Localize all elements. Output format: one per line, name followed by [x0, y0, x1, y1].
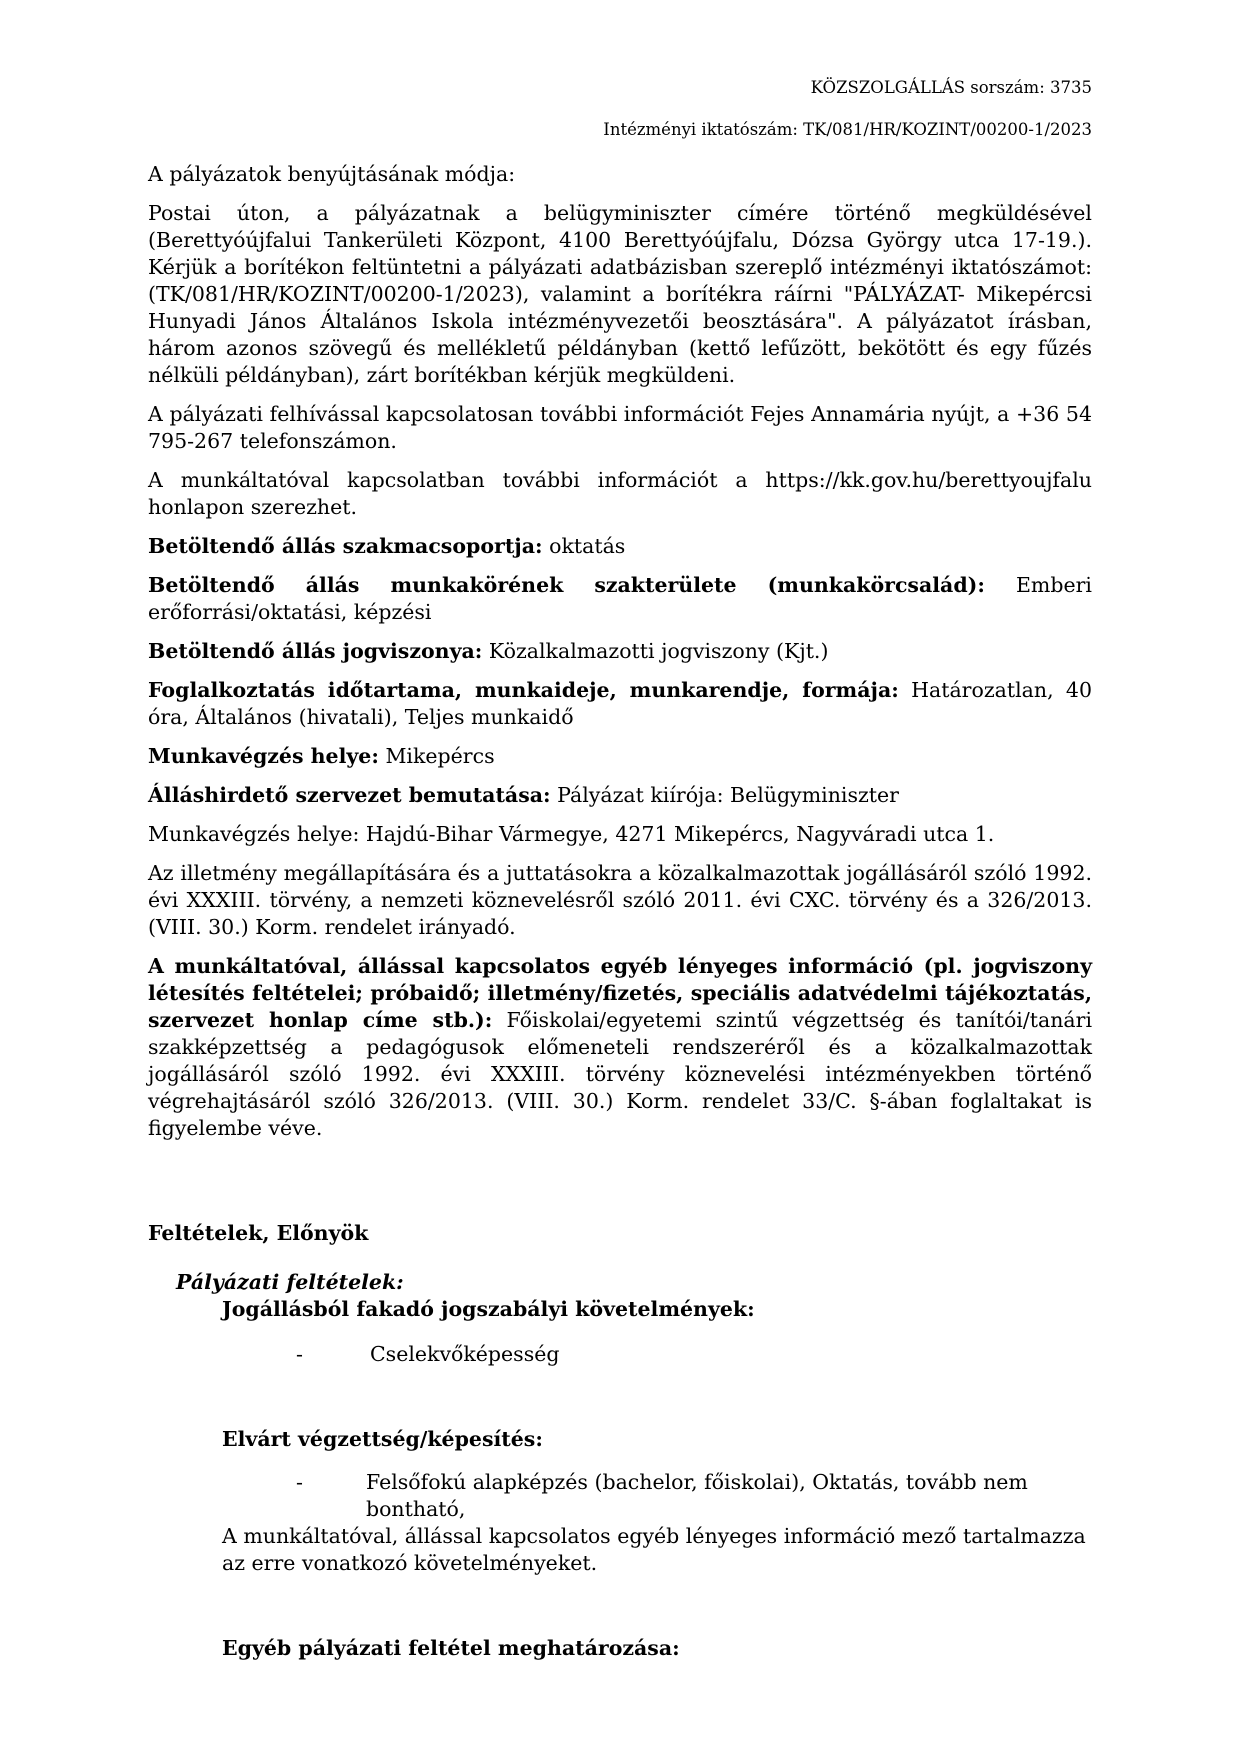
list-item-text: Cselekvőképesség	[370, 1342, 560, 1366]
contact-paragraph: A pályázati felhívással kapcsolatosan további információt Fejes Annamária nyújt, a +36 54 795-267 telefonszámon.	[148, 402, 1092, 453]
field-working-time	[148, 677, 1092, 731]
field-job-area: Betöltendő állás munkakörének szakterülete (munkakörcsalád): Emberi erőforrási/oktatási, képzési	[148, 573, 1092, 624]
field-value: Határozatlan, 40 óra, Általános (hivatali), Teljes munkaidő	[148, 678, 1092, 729]
website-paragraph: A munkáltatóval kapcsolatban további információt a https://kk.gov.hu/berettyoujfalu honlapon szerezhet.	[148, 468, 1092, 519]
education-item-text: Felsőfokú alapképzés (bachelor, főiskolai), Oktatás, tovább nem bontható,	[365, 1470, 1028, 1521]
field-label: Betöltendő állás szakmacsoportja:	[148, 534, 543, 558]
conditions-subtitle: Pályázati feltételek:	[176, 1270, 404, 1294]
field-label: Álláshirdető szervezet bemutatása:	[148, 783, 551, 807]
field-value: Mikepércs	[385, 744, 495, 768]
education-note: A munkáltatóval, állással kapcsolatos egyéb lényeges információ mező tartalmazza az erre vonatkozó követelményeket.	[222, 1524, 1086, 1575]
document-body	[148, 161, 1092, 1662]
other-conditions-heading: Egyéb pályázati feltétel meghatározása:	[222, 1636, 680, 1660]
list-item	[296, 1341, 1092, 1368]
legal-requirements-heading: Jogállásból fakadó jogszabályi követelmények:	[222, 1297, 755, 1321]
workplace-address: Munkavégzés helye: Hajdú-Bihar Vármegye, 4271 Mikepércs, Nagyváradi utca 1.	[148, 822, 995, 846]
field-label: Munkavégzés helye:	[148, 744, 379, 768]
field-profession-group	[148, 533, 1092, 560]
submission-postal-paragraph: Postai úton, a pályázatnak a belügyminiszter címére történő megküldésével (Berettyóújfalui Tankerületi Központ, 4100 Berettyóújfalu, Dózsa György utca 17-19.). Kérjük a borítékon feltüntetni a pályázati adatbázisban szereplő intézményi iktatószámot: (TK/081/HR/KOZINT/00200-1/2023), valamint a borítékra ráírni "PÁLYÁZAT- Mikepércsi Hunyadi János Általános Iskola intézményvezetői beosztására". A pályázatot írásban, három azonos szövegű és mellékletű példányban (kettő lefűzött, bekötött és egy fűzés nélküli példányban), zárt borítékban kérjük megküldeni.	[148, 201, 1092, 387]
field-label: Foglalkoztatás időtartama, munkaideje, munkarendje, formája:	[148, 678, 899, 702]
submission-heading: A pályázatok benyújtásának módja:	[148, 162, 516, 186]
field-value: Pályázat kiírója: Belügyminiszter	[557, 783, 899, 807]
education-heading: Elvárt végzettség/képesítés:	[222, 1427, 543, 1451]
field-workplace	[148, 743, 1092, 770]
other-info-value: Főiskolai/egyetemi szintű végzettség és tanítói/tanári szakképzettség a pedagógusok előmeneteli rendszeréről és a közalkalmazottak jogállásáról szóló 1992. évi XXXIII. törvény köznevelési intézményekben történő végrehajtásáról szóló 326/2013. (VIII. 30.) Korm. rendelet 33/C. §-ában foglaltakat is figyelembe véve.	[148, 1008, 1092, 1140]
field-employment-type	[148, 638, 1092, 665]
field-label: Betöltendő	[148, 573, 275, 597]
dash-bullet: -	[296, 1342, 303, 1366]
education-requirement	[222, 1469, 1092, 1577]
salary-paragraph: Az illetmény megállapítására és a juttatásokra a közalkalmazottak jogállásáról szóló 1992. évi XXXIII. törvény, a nemzeti köznevelésről szóló 2011. évi CXC. törvény és a 326/2013. (VIII. 30.) Korm. rendelet irányadó.	[148, 861, 1092, 939]
institution-file-number: Intézményi iktatószám: TK/081/HR/KOZINT/00200-1/2023	[603, 120, 1092, 139]
field-label: Betöltendő állás jogviszonya:	[148, 639, 483, 663]
other-info-paragraph	[148, 953, 1092, 1142]
other-info-label: A munkáltatóval, állással kapcsolatos egyéb lényeges információ (pl. jogviszony létesítés feltételei; próbaidő; illetmény/fizetés, speciális adatvédelmi tájékoztatás, szervezet honlap címe stb.):	[148, 954, 1092, 1032]
dash-bullet: -	[296, 1470, 303, 1494]
field-value: oktatás	[549, 534, 626, 558]
field-organization	[148, 782, 1092, 809]
conditions-title: Feltételek, Előnyök	[148, 1221, 369, 1245]
reference-number: KÖZSZOLGÁLLÁS sorszám: 3735	[810, 78, 1092, 97]
field-value: Közalkalmazotti jogviszony (Kjt.)	[488, 639, 829, 663]
